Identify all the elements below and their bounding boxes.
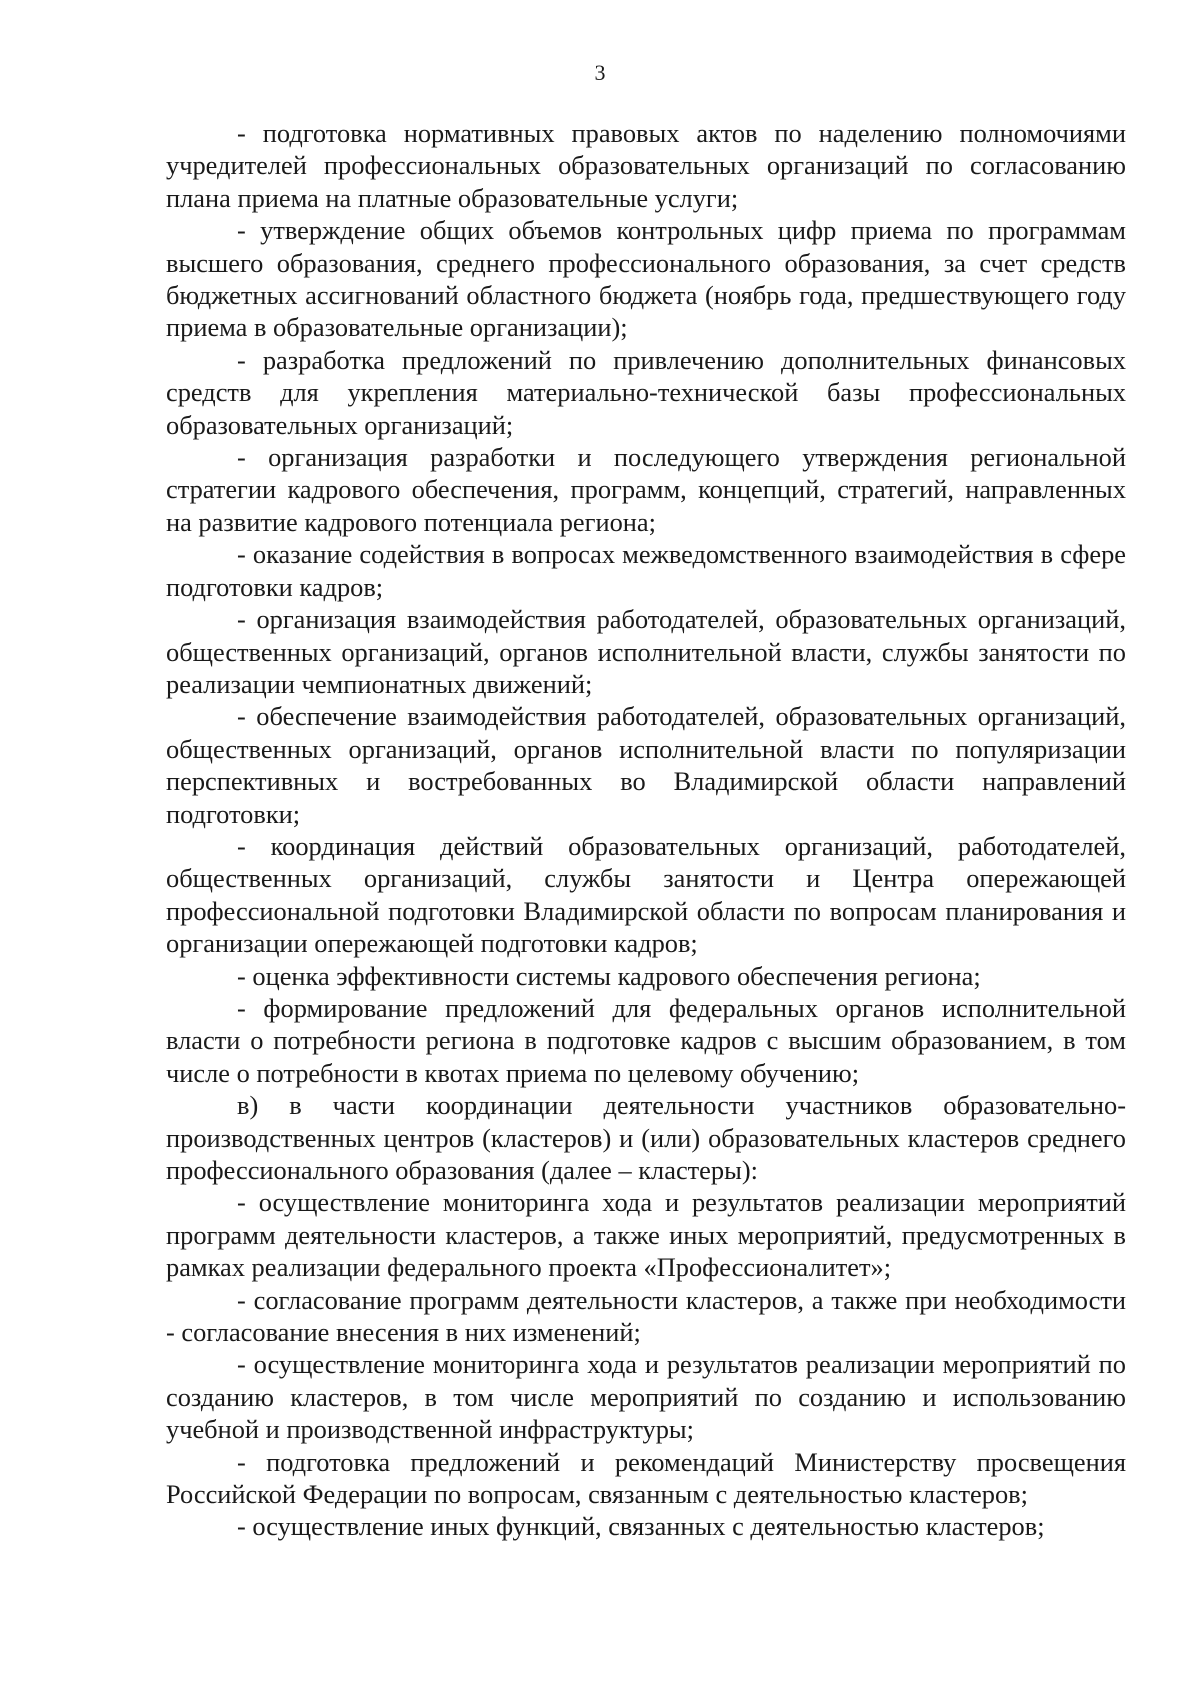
paragraph: - осуществление мониторинга хода и результатов реализации мероприятий по созданию кластеров, в том числе мероприятий по созданию и использованию учебной и производственной инфраструктуры; — [166, 1349, 1126, 1445]
paragraph: - разработка предложений по привлечению дополнительных финансовых средств для укрепления материально-технической базы профессиональных образовательных организаций; — [166, 344, 1126, 440]
paragraph: - подготовка нормативных правовых актов по наделению полномочиями учредителей профессиональных образовательных организаций по согласованию плана приема на платные образовательные услуги; — [166, 118, 1126, 213]
paragraph: - подготовка предложений и рекомендаций Министерству просвещения Российской Федерации по вопросам, связанным с деятельностью кластеров; — [166, 1446, 1126, 1510]
paragraph: - согласование программ деятельности кластеров, а также при необходимости - согласование внесения в них изменений; — [166, 1284, 1126, 1348]
paragraph: - координация действий образовательных организаций, работодателей, общественных организаций, службы занятости и Центра опережающей профессиональной подготовки Владимирской области по вопросам планирования и организации опережающей подготовки кадров; — [166, 830, 1126, 959]
paragraph: - осуществление мониторинга хода и результатов реализации мероприятий программ деятельности кластеров, а также иных мероприятий, предусмотренных в рамках реализации федерального проекта «Профессионалитет»; — [166, 1187, 1126, 1283]
paragraph: - оказание содействия в вопросах межведомственного взаимодействия в сфере подготовки кадров; — [166, 539, 1126, 602]
document-body — [166, 117, 1126, 1543]
paragraph: - оценка эффективности системы кадрового обеспечения региона; — [237, 960, 981, 991]
paragraph: - формирование предложений для федеральных органов исполнительной власти о потребности региона в подготовке кадров с высшим образованием, в том числе о потребности в квотах приема по целевому обучению; — [166, 992, 1126, 1088]
page-number: 3 — [594, 60, 606, 85]
paragraph: - обеспечение взаимодействия работодателей, образовательных организаций, общественных организаций, органов исполнительной власти по популяризации перспективных и востребованных во Владимирской области направлений подготовки; — [166, 701, 1126, 829]
paragraph: - организация взаимодействия работодателей, образовательных организаций, общественных организаций, органов исполнительной власти, службы занятости по реализации чемпионатных движений; — [166, 604, 1126, 699]
paragraph: в) в части координации деятельности участников образовательно-производственных центров (кластеров) и (или) образовательных кластеров среднего профессионального образования (далее – кластеры): — [166, 1090, 1126, 1185]
paragraph: - утверждение общих объемов контрольных цифр приема по программам высшего образования, среднего профессионального образования, за счет средств бюджетных ассигнований областного бюджета (ноябрь года, предшествующего году приема в образовательные организации); — [166, 215, 1126, 343]
paragraph: - осуществление иных функций, связанных с деятельностью кластеров; — [237, 1511, 1045, 1542]
paragraph: - организация разработки и последующего утверждения региональной стратегии кадрового обеспечения, программ, концепций, стратегий, направленных на развитие кадрового потенциала региона; — [166, 442, 1126, 537]
